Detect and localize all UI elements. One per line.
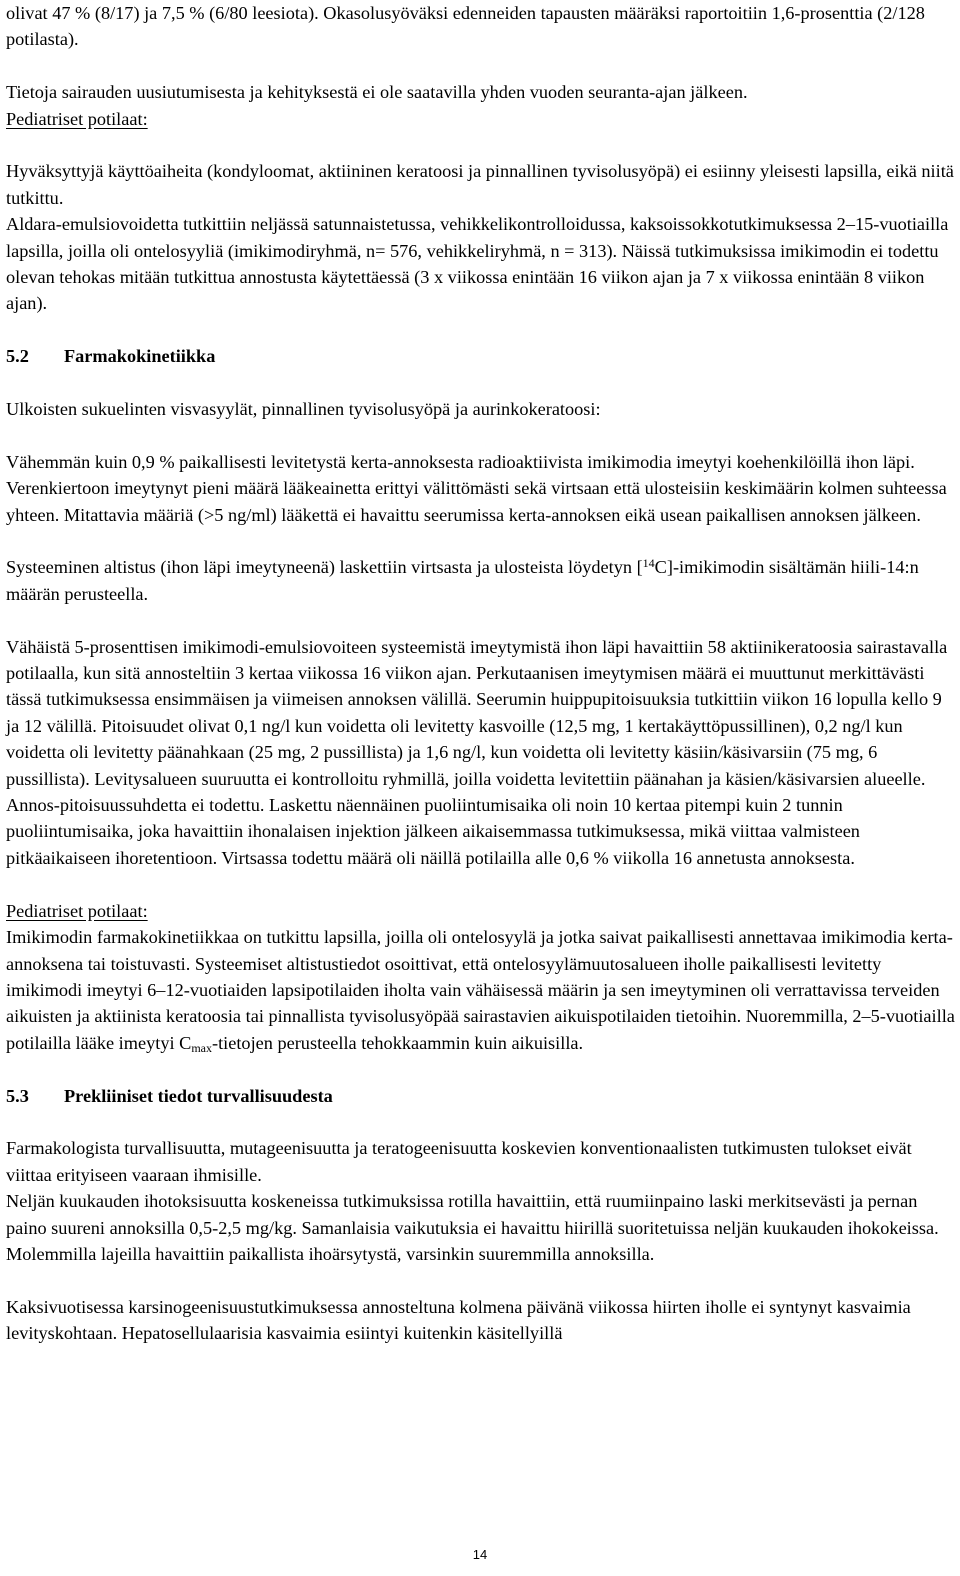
paragraph-leesio-results: olivat 47 % (8/17) ja 7,5 % (6/80 leesiota). Okasolusyöväksi edenneiden tapausten määräksi raportoitiin 1,6-prosenttia (2/128 potilasta). [6, 3, 925, 50]
section-heading-5-3 [6, 1083, 956, 1109]
paragraph-dermal-toxicity: Neljän kuukauden ihotoksisuutta koskeneissa tutkimuksissa rotilla havaittiin, että ruumiinpaino laski merkitsevästi ja pernan paino suureni annoksilla 0,5-2,5 mg/kg. Samanlaisia vaikutuksia ei havaittu hiirillä suoritetuissa neljän kuukauden ihokokeissa. Molemmilla lajeilla havaittiin paikallista ihoärsytystä, varsinkin suuremmilla annoksilla. [6, 1191, 939, 1264]
paragraph-carcinogenicity: Kaksivuotisessa karsinogeenisuustutkimuksessa annosteltuna kolmena päivänä viikossa hiirten iholle ei syntynyt kasvaimia levityskohtaan. Hepatosellulaarisia kasvaimia esiintyi kuitenkin käsitellyillä [6, 1296, 911, 1344]
section-number: 5.3 [6, 1085, 29, 1106]
paragraph-indications: Hyväksyttyjä käyttöaiheita (kondyloomat, aktiininen keratoosi ja pinnallinen tyvisolusyöpä) ei esiinny yleisesti lapsilla, eikä niitä tutkittu. [6, 161, 954, 208]
paragraph-indication-list: Ulkoisten sukuelinten visvasyylät, pinnallinen tyvisolusyöpä ja aurinkokeratoosi: [6, 399, 601, 420]
page-number: 14 [472, 1547, 488, 1562]
subheading-pediatric-1: Pediatriset potilaat: [6, 108, 148, 129]
subheading-pediatric-2: Pediatriset potilaat: [6, 900, 148, 921]
document-page [6, 0, 956, 1347]
paragraph-percutaneous: Vähäistä 5-prosenttisen imikimodi-emulsiovoiteen systeemistä imeytymistä ihon läpi havaittiin 58 aktiinikeratoosia sairastavalla potilaalla, kun sitä annosteltiin 3 kertaa viikossa 16 viikon ajan. Perkutaanisen imeytymisen määrä ei muuttunut merkittävästi tässä tutkimuksessa ensimmäisen ja viimeisen annoksen välillä. Seerumin huippupitoisuuksia tutkittiin viikon 16 lopulla kello 9 ja 12 välillä. Pitoisuudet olivat 0,1 ng/l kun voidetta oli levitetty kasvoille (12,5 mg, 1 kertakäyttöpussillinen), 0,2 ng/l kun voidetta oli levitetty päänahkaan (25 mg, 2 pussillista) ja 1,6 ng/l, kun voidetta oli levitetty käsiin/käsivarsiin (75 mg, 6 pussillista). Levitysalueen suuruutta ei kontrolloitu ryhmillä, joilla voidetta levitettiin päänahan ja käsien/käsivarsien alueelle. Annos-pitoisuussuhdetta ei todettu. Laskettu näennäinen puoliintumisaika oli noin 10 kertaa pitempi kuin 2 tunnin puoliintumisaika, joka havaittiin ihonalaisen injektion jälkeen aikaisemmassa tutkimuksessa, mikä viittaa valmisteen pitkäaikaiseen ihoretentioon. Virtsassa todettu määrä oli näillä potilailla alle 0,6 % viikolla 16 annetusta annoksesta. [6, 636, 948, 868]
paragraph-pediatric-pk: Imikimodin farmakokinetiikkaa on tutkittu lapsilla, joilla oli ontelosyylä ja jotka saivat paikallisesti annettavaa imikimodia kerta-annoksena tai toistuvasti. Systeemiset altistustiedot osoittivat, että ontelosyylämuutosalueen iholle paikallisesti levitetty imikimodi imeytyi 6–12-vuotiaiden lapsipotilaiden iholta vain vähäisessä määrin ja sen imeytyminen oli verrattavissa terveiden aikuisten ja aktiinista keratoosia tai pinnallista tyvisolusyöpää sairastavien aikuispotilaiden tietoihin. Nuoremmilla, 2–5-vuotiailla potilailla lääke imeytyi $C_{max}$-tietojen perusteella tehokkaammin kuin aikuisilla. [6, 927, 955, 1055]
section-title: Prekliiniset tiedot turvallisuudesta [64, 1085, 333, 1106]
section-title: Farmakokinetiikka [64, 346, 216, 367]
section-number: 5.2 [6, 346, 29, 367]
paragraph-absorption: Vähemmän kuin 0,9 % paikallisesti levitetystä kerta-annoksesta radioaktiivista imikimodia imeytyi koehenkilöillä ihon läpi. Verenkiertoon imeytynyt pieni määrä lääkeainetta erittyi välittömästi sekä virtsaan että ulosteisiin keskimäärin kolmen suhteessa yhteen. Mitattavia määriä (>5 ng/ml) lääkettä ei havaittu seerumissa kerta-annoksen eikä usean paikallisen annoksen jälkeen. [6, 451, 947, 525]
paragraph-safety-pharmacology: Farmakologista turvallisuutta, mutageenisuutta ja teratogeenisuutta koskevien konventionaalisten tutkimusten tulokset eivät viittaa erityiseen vaaraan ihmisille. [6, 1138, 912, 1185]
section-heading-5-2 [6, 343, 956, 369]
paragraph-aldara-trials: Aldara-emulsiovoidetta tutkittiin neljässä satunnaistetussa, vehikkelikontrolloidussa, kaksoissokkotutkimuksessa 2–15-vuotiailla lapsilla, joilla oli ontelosyyliä (imikimodiryhmä, n= 576, vehikkeliryhmä, n = 313). Näissä tutkimuksissa imikimodin ei todettu olevan tehokas mitään tutkittua annostusta käytettäessä (3 x viikossa enintään 16 viikon ajan ja 7 x viikossa enintään 8 viikon ajan). [6, 214, 949, 314]
paragraph-systemic-exposure: Systeeminen altistus (ihon läpi imeytyneenä) laskettiin virtsasta ja ulosteista löydetyn [$^{14}$C]-imikimodin sisältämän hiili-14:n määrän perusteella. [6, 556, 919, 604]
paragraph-follow-up: Tietoja sairauden uusiutumisesta ja kehityksestä ei ole saatavilla yhden vuoden seuranta-ajan jälkeen. [6, 82, 748, 103]
